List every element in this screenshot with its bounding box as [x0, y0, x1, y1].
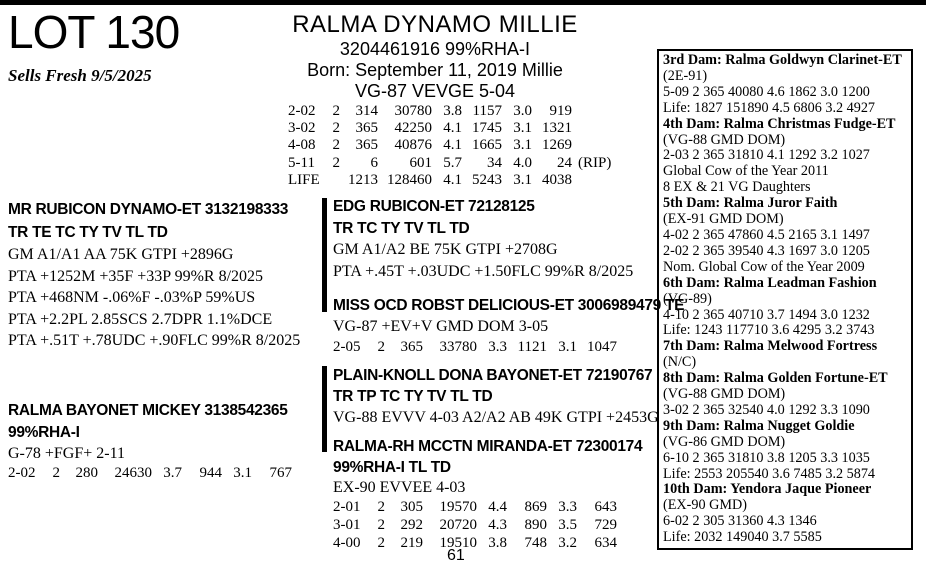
pedigree-dam-name: MISS OCD ROBST DELICIOUS-ET 3006989479 TE [333, 297, 685, 314]
dam-lactation-row: 2-02 2 280 24630 3.7 944 3.1 767 [8, 465, 292, 481]
pedigree-line: (VG-88 GMD DOM) [663, 131, 786, 148]
sire-name: MR RUBICON DYNAMO-ET 3132198333 [8, 201, 289, 218]
pedigree-dam-block [333, 295, 684, 357]
pedigree-line: (EX-91 GMD DOM) [663, 211, 784, 228]
pedigree-line: 8th Dam: Ralma Golden Fortune-ET [663, 370, 888, 387]
pedigree-line: Life: 1827 151890 4.5 6806 3.2 4927 [663, 99, 876, 116]
pedigree-line: Life: 2032 149040 3.7 5585 [663, 529, 822, 546]
dam-name: RALMA BAYONET MICKEY 3138542365 [8, 402, 288, 419]
pedigree-line: Nom. Global Cow of the Year 2009 [663, 258, 865, 275]
lactation-row: 2-02 2 314 30780 3.8 1157 3.0 919 [288, 103, 572, 119]
pedigree-line: Life: 1243 117710 3.6 4295 3.2 3743 [663, 322, 875, 339]
pedigree-connector-bar [322, 366, 327, 452]
pedigree-line: 4-02 2 365 47860 4.5 2165 3.1 1497 [663, 226, 870, 243]
pedigree-line: 9th Dam: Ralma Nugget Goldie [663, 417, 855, 434]
top-rule [0, 0, 926, 5]
pedigree-dam-name: RALMA-RH MCCTN MIRANDA-ET 72300174 [333, 438, 643, 455]
pedigree-sire-name: PLAIN-KNOLL DONA BAYONET-ET 72190767 [333, 367, 653, 384]
pedigree-sire-codes: TR TP TC TY TV TL TD [333, 388, 493, 405]
pedigree-sire-codes: TR TC TY TV TL TD [333, 219, 470, 237]
dams-panel [657, 49, 913, 550]
sire-codes: TR TE TC TY TV TL TD [8, 224, 168, 241]
pedigree-line: 4th Dam: Ralma Christmas Fudge-ET [663, 115, 896, 132]
pedigree-lactation-row: 3-01 2 292 20720 4.3 890 3.5 729 [333, 517, 617, 534]
pedigree-line: 6-10 2 365 31810 3.8 1205 3.3 1035 [663, 449, 870, 466]
dam-block [8, 400, 298, 482]
animal-born: Born: September 11, 2019 Millie [307, 60, 563, 80]
sells-note: Sells Fresh 9/5/2025 [8, 66, 152, 85]
pedigree-line: 3-02 2 365 32540 4.0 1292 3.3 1090 [663, 401, 870, 418]
pedigree-line: 6th Dam: Ralma Leadman Fashion [663, 274, 877, 291]
pedigree-connector-bar [322, 198, 327, 312]
sire-stat-line: PTA +.51T +.78UDC +.90FLC 99%R 8/2025 [8, 332, 301, 349]
lactation-row: 3-02 2 365 42250 4.1 1745 3.1 1321 [288, 120, 572, 137]
sire-stat-line: GM A1/A1 AA 75K GTPI +2896G [8, 246, 234, 263]
pedigree-line: 7th Dam: Ralma Melwood Fortress [663, 338, 878, 355]
pedigree-line: 10th Dam: Yendora Jaque Pioneer [663, 481, 872, 498]
animal-registration: 3204461916 99%RHA-I [339, 39, 531, 59]
pedigree-line: 8 EX & 21 VG Daughters [663, 179, 811, 196]
pedigree-sire-name: EDG RUBICON-ET 72128125 [333, 198, 535, 215]
pedigree-sire-stat-line: VG-88 EVVV 4-03 A2/A2 AB 49K GTPI +2453G [333, 409, 659, 426]
pedigree-sire-block [333, 365, 659, 428]
pedigree-line: (VG-89) [663, 290, 712, 307]
lot-number: LOT 130 [8, 6, 180, 58]
pedigree-line: 2-02 2 365 39540 4.3 1697 3.0 1205 [663, 242, 870, 259]
pedigree-sire-block [333, 196, 633, 282]
animal-name: RALMA DYNAMO MILLIE [292, 11, 578, 38]
lactation-row: 5-11 2 6 601 5.7 34 4.0 24 (RIP) [288, 154, 612, 171]
pedigree-line: Life: 2553 205540 3.6 7485 3.2 5874 [663, 465, 876, 482]
pedigree-line: (2E-91) [663, 67, 708, 84]
pedigree-line: (VG-86 GMD DOM) [663, 433, 786, 450]
sire-stat-line: PTA +2.2PL 2.85SCS 2.7DPR 1.1%DCE [8, 310, 273, 328]
pedigree-line: (EX-90 GMD) [663, 497, 747, 514]
pedigree-dam-score-line: EX-90 EVVEE 4-03 [333, 479, 466, 496]
pedigree-line: (N/C) [663, 354, 697, 371]
pedigree-line: 4-10 2 365 40710 3.7 1494 3.0 1232 [663, 306, 870, 323]
dam-score-line: G-78 +FGF+ 2-11 [8, 445, 126, 462]
pedigree-line: Global Cow of the Year 2011 [663, 163, 829, 180]
pedigree-line: 6-02 2 305 31360 4.3 1346 [663, 513, 817, 530]
pedigree-dam-codes: 99%RHA-I TL TD [333, 458, 451, 476]
pedigree-line: 2-03 2 365 31810 4.1 1292 3.2 1027 [663, 147, 870, 164]
pedigree-line: 5th Dam: Ralma Juror Faith [663, 195, 838, 212]
lactation-table [288, 103, 611, 189]
pedigree-lactation-row: 4-00 2 219 19510 3.8 748 3.2 634 [333, 535, 617, 552]
pedigree-sire-stat-line: PTA +.45T +.03UDC +1.50FLC 99%R 8/2025 [333, 262, 634, 280]
sire-stat-line: PTA +468NM -.06%F -.03%P 59%US [8, 289, 256, 306]
dam-codes: 99%RHA-I [8, 424, 80, 441]
lactation-row: LIFE 1213 128460 4.1 5243 3.1 4038 [288, 171, 572, 188]
sire-stat-line: PTA +1252M +35F +33P 99%R 8/2025 [8, 267, 264, 285]
pedigree-line: 5-09 2 365 40080 4.6 1862 3.0 1200 [663, 83, 870, 100]
animal-header [270, 11, 600, 102]
pedigree-dam-block [333, 437, 642, 553]
pedigree-lactation-row: 2-05 2 365 33780 3.3 1121 3.1 1047 [333, 339, 617, 355]
sire-block [8, 198, 300, 352]
pedigree-sire-stat-line: GM A1/A2 BE 75K GTPI +2708G [333, 241, 558, 258]
pedigree-dam-score-line: VG-87 +EV+V GMD DOM 3-05 [333, 318, 549, 335]
pedigree-line: (VG-88 GMD DOM) [663, 386, 786, 403]
page-number: 61 [447, 547, 465, 564]
lactation-row: 4-08 2 365 40876 4.1 1665 3.1 1269 [288, 137, 572, 154]
pedigree-line: 3rd Dam: Ralma Goldwyn Clarinet-ET [663, 52, 902, 68]
animal-score: VG-87 VEVGE 5-04 [354, 81, 516, 101]
pedigree-lactation-row: 2-01 2 305 19570 4.4 869 3.3 643 [333, 499, 617, 515]
